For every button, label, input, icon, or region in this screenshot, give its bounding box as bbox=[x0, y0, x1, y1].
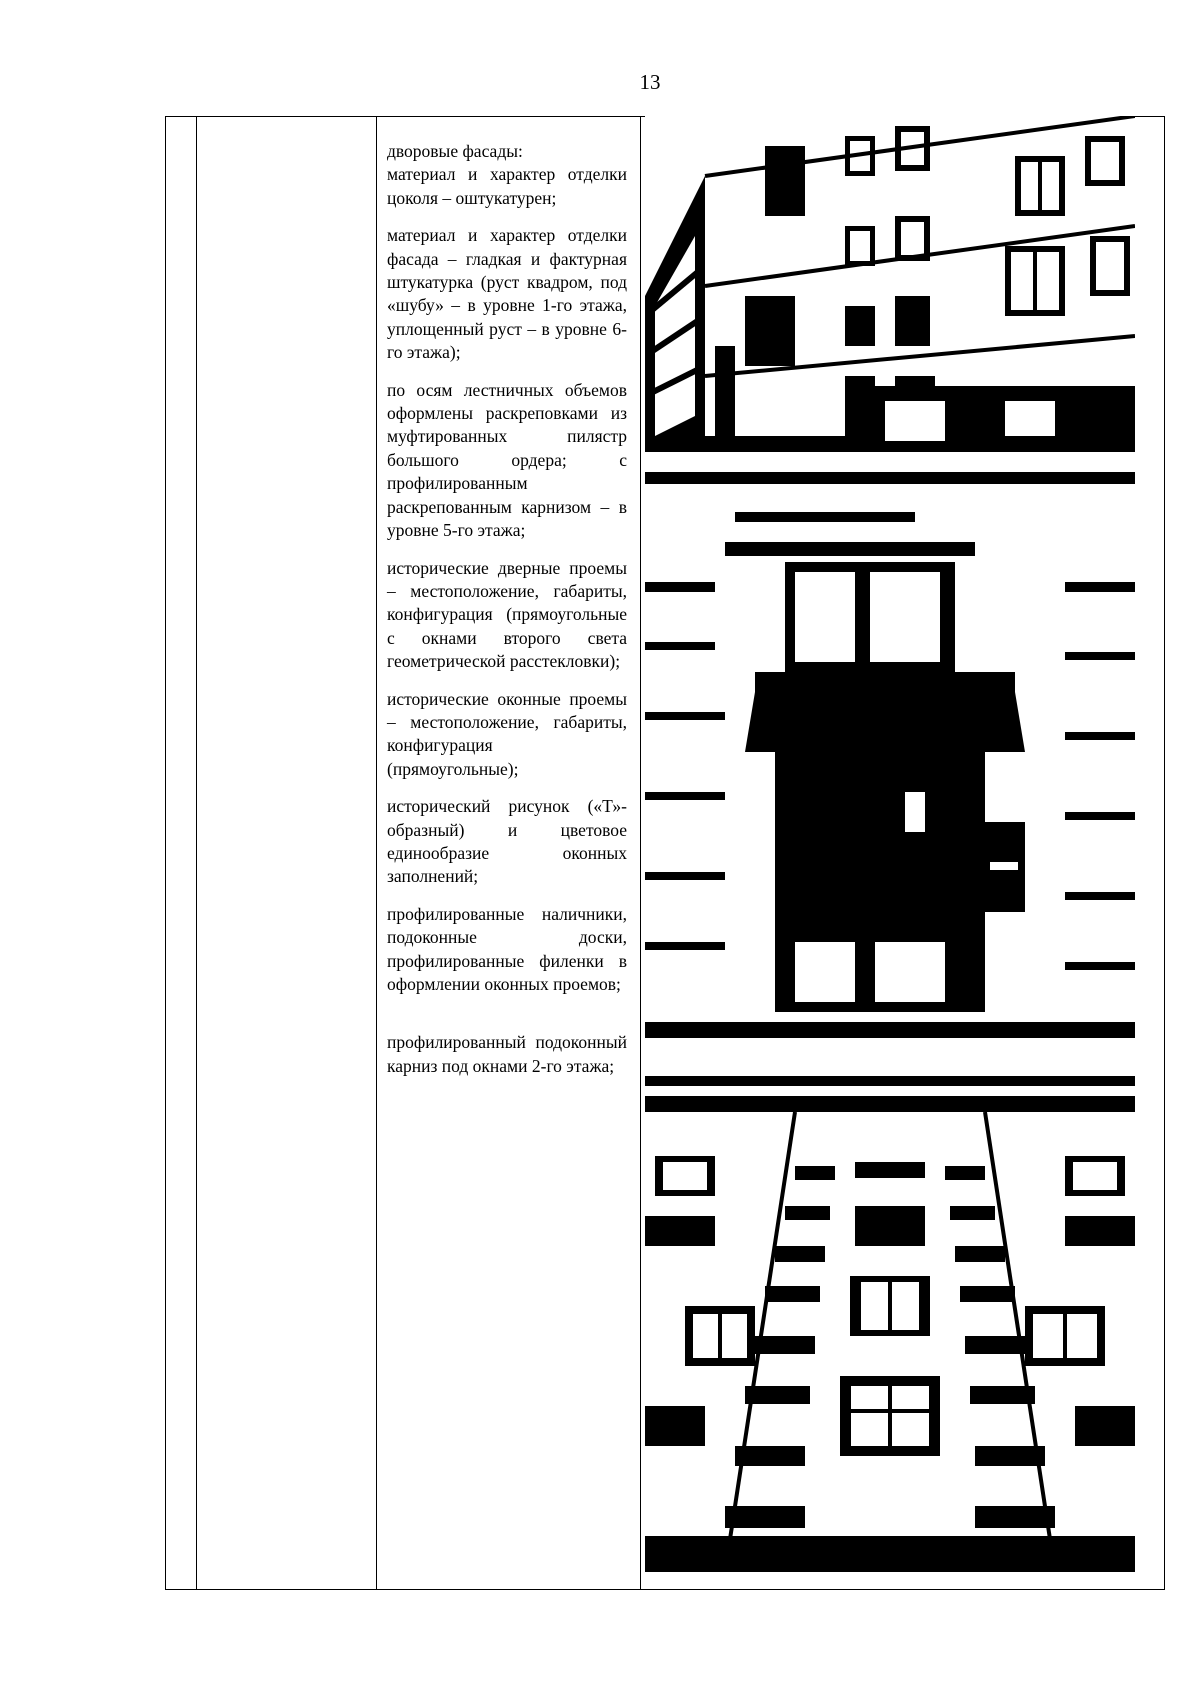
requirement-item: дворовые фасады: bbox=[387, 141, 523, 161]
requirement-item: профилированный подоконный карниз под окнами 2-го этажа; bbox=[387, 1032, 627, 1076]
requirement-item: исторические дверные проемы – местоположение, габариты, конфигурация (прямоугольные с окнами второго света геометрической расстекловки); bbox=[387, 557, 627, 672]
facade-upward-view-photo bbox=[645, 1076, 1135, 1572]
requirement-item: по осям лестничных объемов оформлены раскреповками из муфтированных пилястр большого ордера; с профилированным раскрепованным карнизом – в уровне 5-го этажа; bbox=[387, 379, 627, 541]
requirement-item: материал и характер отделки цоколя – оштукатурен; bbox=[387, 164, 627, 208]
page-number: 13 bbox=[639, 70, 661, 94]
entrance-door-photo-image bbox=[645, 472, 1135, 1038]
facade-upward-view-photo-image bbox=[645, 1076, 1135, 1572]
requirement-item: исторический рисунок («Т»-образный) и цветовое единообразие оконных заполнений; bbox=[387, 796, 627, 887]
entrance-door-photo bbox=[645, 472, 1135, 1038]
requirement-item: профилированные наличники, подоконные доски, профилированные филенки в оформлении оконных проемов; bbox=[387, 903, 627, 994]
requirement-item: материал и характер отделки фасада – гладкая и фактурная штукатурка (руст квадром, под «шубу» – в уровне 1-го этажа, уплощенный руст – в уровне 6-го этажа); bbox=[387, 225, 627, 363]
requirement-item: исторические оконные проемы – местоположение, габариты, конфигурация (прямоугольные); bbox=[387, 688, 627, 779]
table-column-divider bbox=[640, 116, 641, 1590]
table-column-divider bbox=[196, 116, 197, 1590]
courtyard-facade-photo-image bbox=[645, 116, 1135, 452]
courtyard-facade-photo bbox=[645, 116, 1135, 452]
table-column-divider bbox=[376, 116, 377, 1590]
requirements-cell bbox=[387, 140, 627, 1078]
